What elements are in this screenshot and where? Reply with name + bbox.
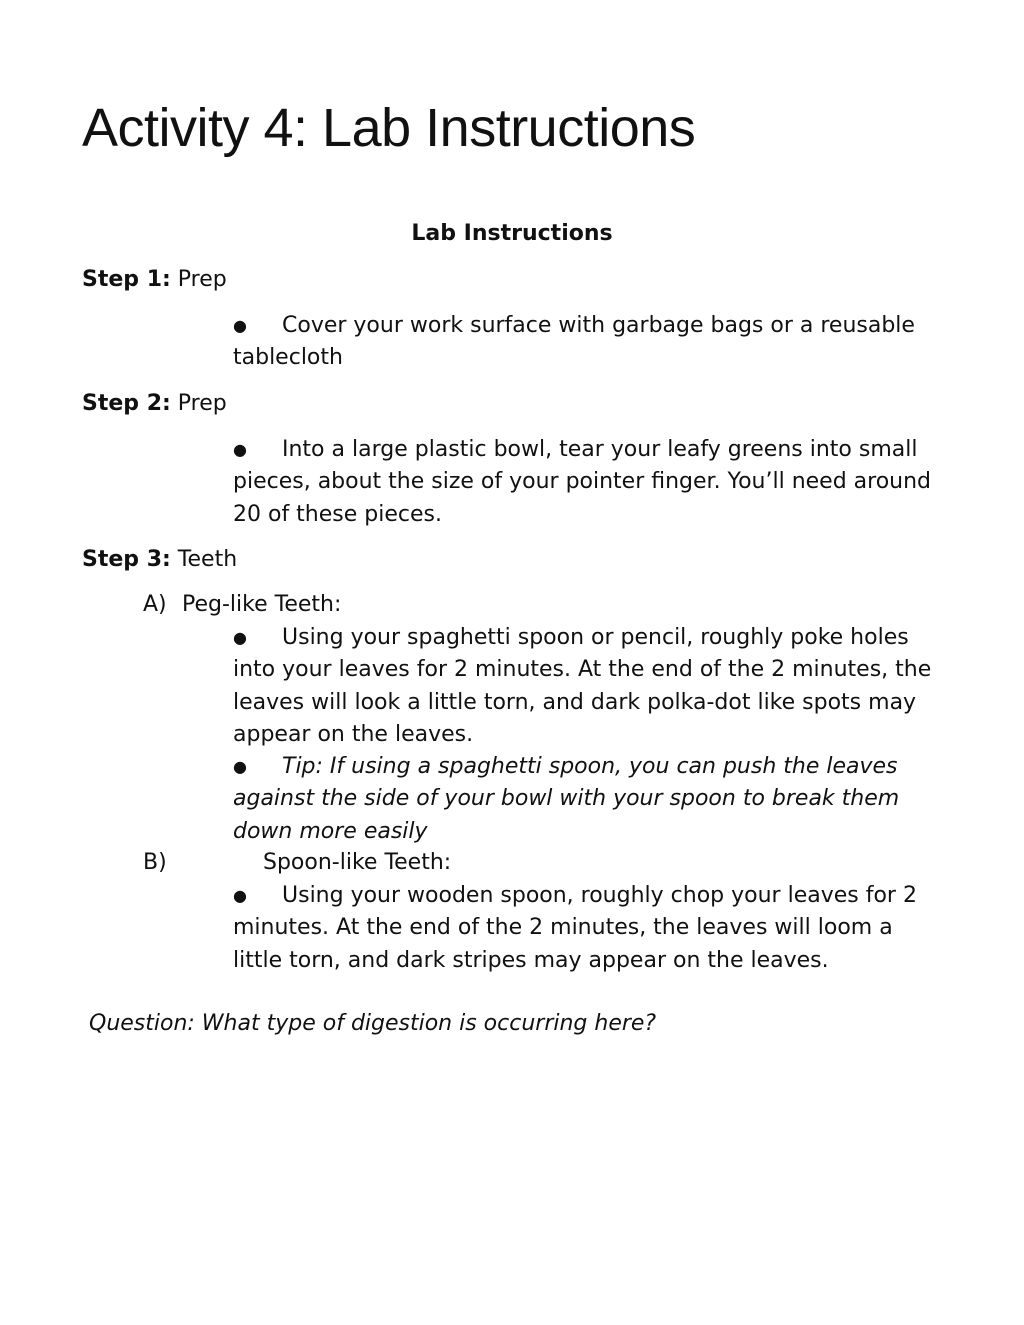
step-2-label: Step 2:	[82, 391, 171, 416]
subsection-b-marker: B)	[143, 850, 167, 875]
subsection-b-bullet-item	[233, 880, 945, 977]
bullet-icon: ●	[233, 440, 247, 459]
bullet-icon: ●	[233, 316, 247, 335]
bullet-icon: ●	[233, 757, 247, 776]
step-1-item-text: Cover your work surface with garbage bags or a reusable tablecloth	[233, 313, 915, 371]
step-3-text: Teeth	[177, 547, 238, 572]
subsection-a-item-text: Using your spaghetti spoon or pencil, roughly poke holes into your leaves for 2 minutes. At the end of the 2 minutes, the leaves will look a little torn, and dark polka-dot like spots may appear on the leaves.	[233, 625, 932, 747]
subsection-a-tip-text: Tip: If using a spaghetti spoon, you can push the leaves against the side of your bowl with your spoon to break them down more easily	[233, 754, 900, 844]
subsection-a-title: Peg-like Teeth:	[182, 592, 342, 617]
step-2-text: Prep	[177, 391, 227, 416]
step-2-bullet-item	[233, 434, 945, 531]
bullet-icon: ●	[233, 886, 247, 905]
subsection-b-title: Spoon-like Teeth:	[263, 850, 452, 875]
step-1-label: Step 1:	[82, 267, 171, 292]
step-3-label: Step 3:	[82, 547, 171, 572]
section-heading: Lab Instructions	[411, 221, 613, 246]
subsection-b-item-text: Using your wooden spoon, roughly chop your leaves for 2 minutes. At the end of the 2 minutes, the leaves will loom a little torn, and dark stripes may appear on the leaves.	[233, 883, 917, 973]
page-title: Activity 4: Lab Instructions	[82, 98, 696, 158]
subsection-a-marker: A)	[143, 592, 167, 617]
step-1-heading	[82, 264, 227, 296]
step-1-bullet-item	[233, 310, 945, 375]
step-3-heading	[82, 544, 237, 576]
step-2-heading	[82, 388, 227, 420]
bullet-icon: ●	[233, 628, 247, 647]
subsection-a-bullet-item	[233, 622, 945, 751]
step-1-text: Prep	[177, 267, 227, 292]
step-2-item-text: Into a large plastic bowl, tear your leafy greens into small pieces, about the size of your pointer finger. You’ll need around 20 of these pieces.	[233, 437, 932, 527]
question-text: Question: What type of digestion is occurring here?	[89, 1011, 657, 1036]
subsection-a-tip-item	[233, 751, 945, 848]
